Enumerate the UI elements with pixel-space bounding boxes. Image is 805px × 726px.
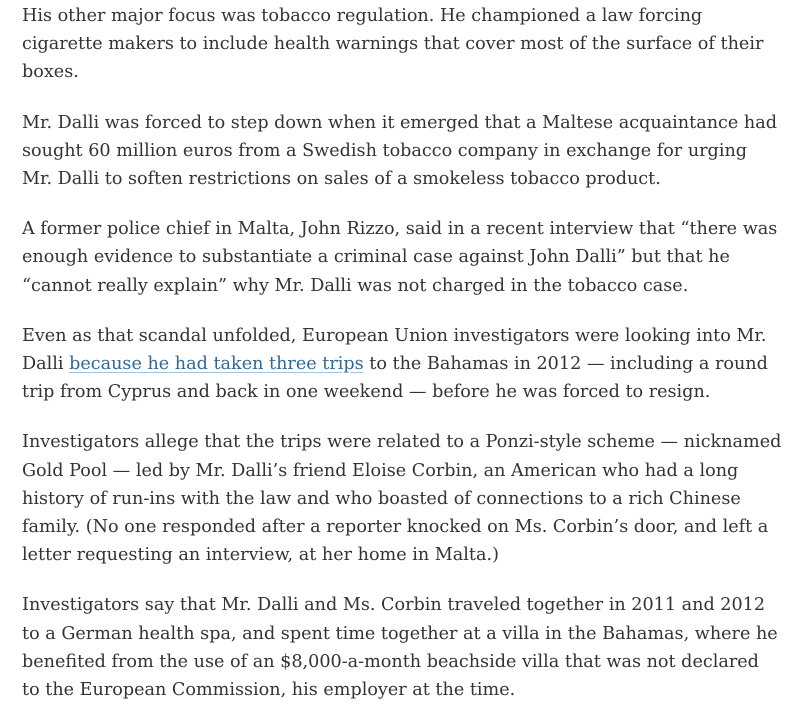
paragraph-tobacco-regulation: His other major focus was tobacco regulation. He championed a law forcing cigarette makers to include health warnings that cover most of the surface of their boxes. [22,6,764,83]
paragraph-ponzi-scheme: Investigators allege that the trips were related to a Ponzi-style scheme — nicknamed Gold Pool — led by Mr. Dalli’s friend Eloise Corbin, an American who had a long history of run-ins with the law and who boasted of connections to a rich Chinese family. (No one responded after a reporter knocked on Ms. Corbin’s door, and left a letter requesting an interview, at her home in Malta.) [22,432,782,566]
paragraph-bahamas-trips-before: Even as that scandal unfolded, European Union investigators were looking into Mr. Dalli [22,325,767,375]
paragraph-bahamas-trips-after: to the Bahamas in 2012 — including a round trip from Cyprus and back in one weekend — before he was forced to resign. [22,354,768,403]
paragraph-step-down: Mr. Dalli was forced to step down when it emerged that a Maltese acquaintance had sought 60 million euros from a Swedish tobacco company in exchange for urging Mr. Dalli to soften restrictions on sales of a smokeless tobacco product. [22,112,777,190]
article-body [22,2,782,726]
link-three-trips[interactable]: because he had taken three trips [69,354,364,375]
paragraph-health-spa: Investigators say that Mr. Dalli and Ms. Corbin traveled together in 2011 and 2012 to a German health spa, and spent time together at a villa in the Bahamas, where he benefited from the use of an $8,000-a-month beachside villa that was not declared to the European Commission, his employer at the time. [22,595,778,701]
paragraph-police-chief: A former police chief in Malta, John Rizzo, said in a recent interview that “there was enough evidence to substantiate a criminal case against John Dalli” but that he “cannot really explain” why Mr. Dalli was not charged in the tobacco case. [22,219,778,296]
paragraph-bahamas-trips [22,322,782,407]
